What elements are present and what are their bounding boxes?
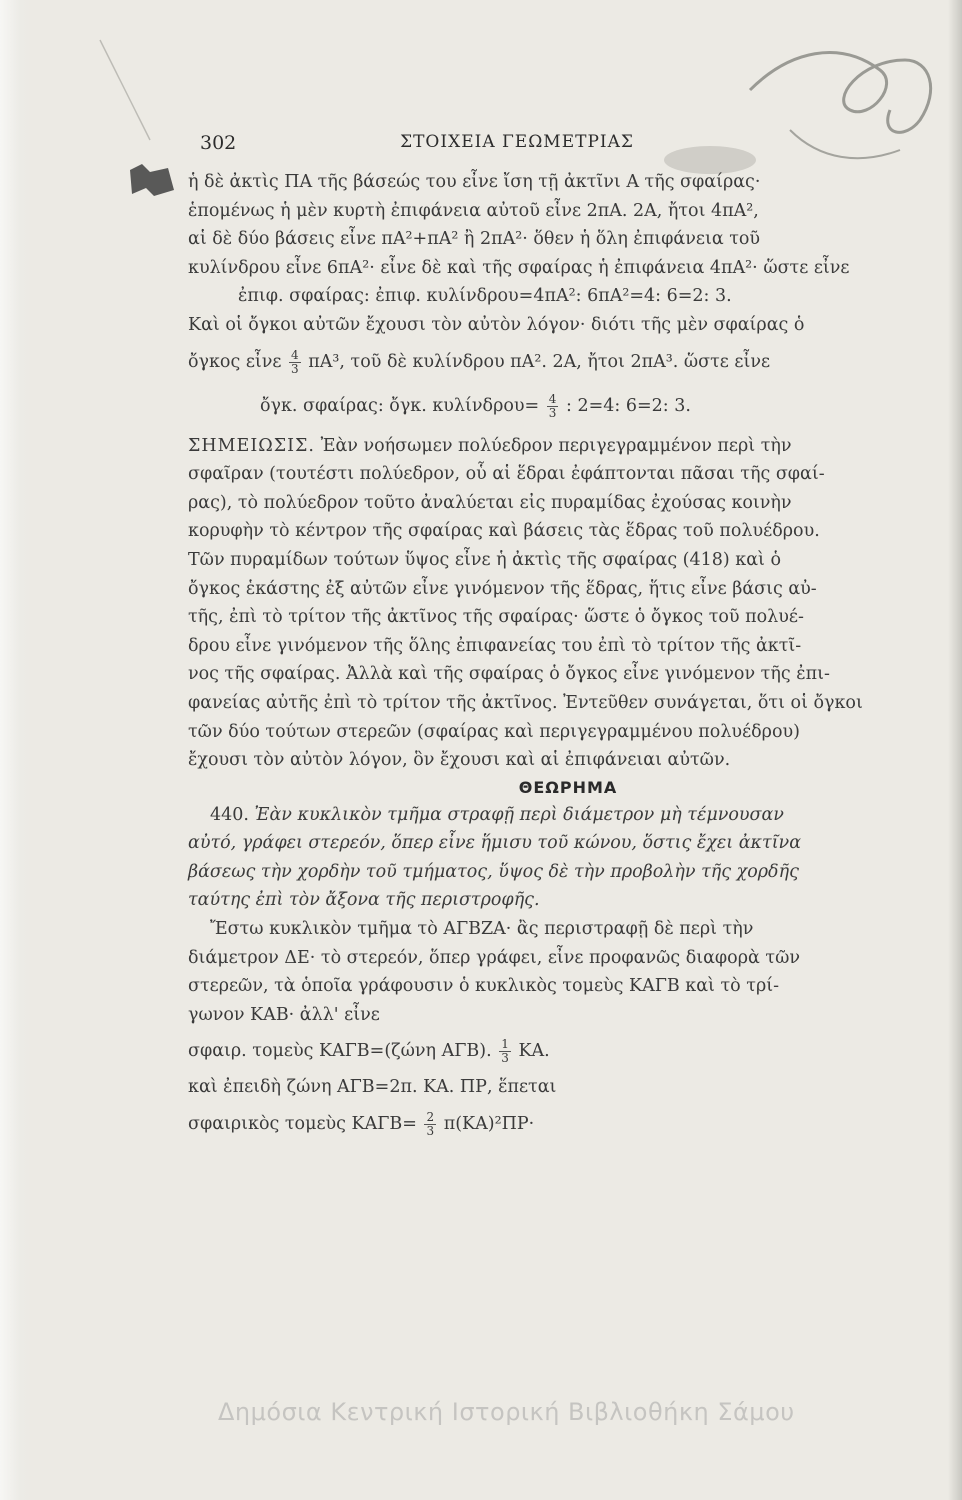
ink-stain [120,150,180,210]
text-fragment: ὄγκος εἶνε [188,351,282,372]
fraction [289,349,301,376]
note-heading: ΣΗΜΕΙΩΣΙΣ. [188,435,315,456]
theorem-number: 440. [210,804,249,825]
text-line: φανείας αὐτῆς ἐπὶ τὸ τρίτον τῆς ἀκτῖνος. Ἐντεῦθεν συνάγεται, ὅτι οἱ ὄγκοι [188,692,863,713]
text-line: στερεῶν, τὰ ὁποῖα γράφουσιν ὁ κυκλικὸς τομεὺς ΚΑΓΒ καὶ τὸ τρί- [188,976,780,997]
fraction-numerator: 1 [501,1037,509,1052]
text-line: Ἔστω κυκλικὸν τμῆμα τὸ ΑΓΒΖΑ· ἂς περιστραφῇ δὲ περὶ τὴν [210,919,754,940]
text-line: βάσεως τὴν χορδὴν τοῦ τμήματος, ὕψος δὲ τὴν προβολὴν τῆς χορδῆς [188,861,799,882]
text-fragment: : 2=4: 6=2: 3. [566,395,691,416]
text-line: ρας), τὸ πολύεδρον τοῦτο ἀναλύεται εἰς πυραμίδας ἐχούσας κοινὴν [188,492,792,513]
fraction [499,1038,511,1065]
pencil-stroke [90,30,170,150]
running-head: ΣΤΟΙΧΕΙΑ ΓΕΩΜΕΤΡΙΑΣ [400,132,634,152]
page-right-edge [948,0,962,1500]
text-line: ταύτης ἐπὶ τὸν ἄξονα τῆς περιστροφῆς. [188,890,540,911]
text-line: κυλίνδρου εἶνε 6πΑ²· εἶνε δὲ καὶ τῆς σφαίρας ἡ ἐπιφάνεια 4πΑ²· ὥστε εἶνε [188,257,850,278]
text-line: νος τῆς σφαίρας. Ἀλλὰ καὶ τῆς σφαίρας ὁ ὄγκος εἶνε γινόμενον τῆς ἐπι- [188,664,830,685]
text-line: καὶ ἐπειδὴ ζώνη ΑΓΒ=2π. ΚΑ. ΠΡ, ἕπεται [188,1077,557,1098]
text-line: αὐτό, γράφει στερεόν, ὅπερ εἶνε ἥμισυ τοῦ κώνου, ὅστις ἔχει ἀκτῖνα [188,833,802,854]
fraction-numerator: 4 [548,391,557,406]
text-line: ἡ δὲ ἀκτὶς ΠΑ τῆς βάσεώς του εἶνε ἴση τῇ ἀκτῖνι Α τῆς σφαίρας· [188,172,761,192]
text-line [188,432,908,461]
text-line: τῆς, ἐπὶ τὸ τρίτον τῆς ἀκτῖνος τῆς σφαίρας· ὥστε ὁ ὄγκος τοῦ πολυέ- [188,607,804,628]
text-line: δρου εἶνε γινόμενον τῆς ὅλης ἐπιφανείας του ἐπὶ τὸ τρίτον τῆς ἀκτῖ- [188,635,802,656]
text-line: γωνον ΚΑΒ· ἀλλ' εἶνε [188,1004,380,1025]
text-line: αἱ δὲ δύο βάσεις εἶνε πΑ²+πΑ² ἢ 2πΑ²· ὅθεν ἡ ὅλη ἐπιφάνεια τοῦ [188,229,761,250]
page-number: 302 [200,132,237,154]
text-line: διάμετρον ΔΕ· τὸ στερεόν, ὅπερ γράφει, εἶνε προφανῶς διαφορὰ τῶν [188,947,800,968]
text-line: ἐπιφ. σφαίρας: ἐπιφ. κυλίνδρου=4πΑ²: 6πΑ²=4: 6=2: 3. [238,286,732,307]
text-line [188,801,908,830]
fraction-denominator: 3 [501,1051,509,1066]
text-line: ἔχουσι τὸν αὐτὸν λόγον, ὃν ἔχουσι καὶ αἱ ἐπιφάνειαι αὐτῶν. [188,750,731,771]
fraction-numerator: 2 [426,1110,435,1125]
handwritten-annotation [730,30,960,180]
text-line: σφαῖραν (τουτέστι πολύεδρον, οὗ αἱ ἕδραι ἐφάπτονται πᾶσαι τῆς σφαί- [188,464,825,485]
library-watermark: Δημόσια Κεντρική Ιστορική Βιβλιοθήκη Σάμου [218,1398,795,1426]
page-header [192,132,842,156]
fraction-numerator: 4 [291,347,299,362]
formula-line [188,340,908,384]
text-line: Τῶν πυραμίδων τούτων ὕψος εἶνε ἡ ἀκτὶς τῆς σφαίρας (418) καὶ ὁ [188,549,782,570]
text-fragment: ΚΑ. [518,1041,550,1062]
text-line: τῶν δύο τούτων στερεῶν (σφαίρας καὶ περιγεγραμμένου πολυέδρου) [188,721,800,742]
text-fragment: σφαιρ. τομεὺς ΚΑΓΒ=(ζώνη ΑΓΒ). [188,1041,492,1062]
text-fragment: πΑ³, τοῦ δὲ κυλίνδρου πΑ². 2Α, ἤτοι 2πΑ³. ὥστε εἶνε [308,351,771,372]
theorem-statement: Ἐὰν κυκλικὸν τμῆμα στραφῇ περὶ διάμετρον μὴ τέμνουσαν [254,804,784,825]
text-fragment: π(ΚΑ)²ΠΡ· [443,1114,535,1135]
formula-line [188,1029,908,1073]
page-left-edge [0,0,34,1500]
text-line: ὄγκος ἑκάστης ἐξ αὐτῶν εἶνε γινόμενον τῆς ἕδρας, ἥτις εἶνε βάσις αὐ- [188,578,817,599]
fraction-denominator: 3 [548,405,557,420]
formula-line [188,384,908,428]
fraction [424,1111,436,1138]
body-text [188,168,908,1146]
fraction-denominator: 3 [426,1124,435,1139]
text-fragment: ὄγκ. σφαίρας: ὄγκ. κυλίνδρου= [260,395,540,416]
text-fragment: Ἐὰν νοήσωμεν πολύεδρον περιγεγραμμένον περὶ τὴν [320,435,792,456]
text-line: ἑπομένως ἡ μὲν κυρτὴ ἐπιφάνεια αὐτοῦ εἶνε 2πΑ. 2Α, ἤτοι 4πΑ², [188,200,759,221]
theorem-heading: ΘΕΩΡΗΜΑ [518,777,618,797]
text-fragment: σφαιρικὸς τομεὺς ΚΑΓΒ= [188,1114,417,1135]
text-line: κορυφὴν τὸ κέντρον τῆς σφαίρας καὶ βάσεις τὰς ἕδρας τοῦ πολυέδρου. [188,521,820,542]
formula-line [188,1102,908,1146]
fraction [547,393,559,420]
fraction-denominator: 3 [291,361,299,376]
text-line: Καὶ οἱ ὄγκοι αὐτῶν ἔχουσι τὸν αὐτὸν λόγον· διότι τῆς μὲν σφαίρας ὁ [188,314,805,335]
